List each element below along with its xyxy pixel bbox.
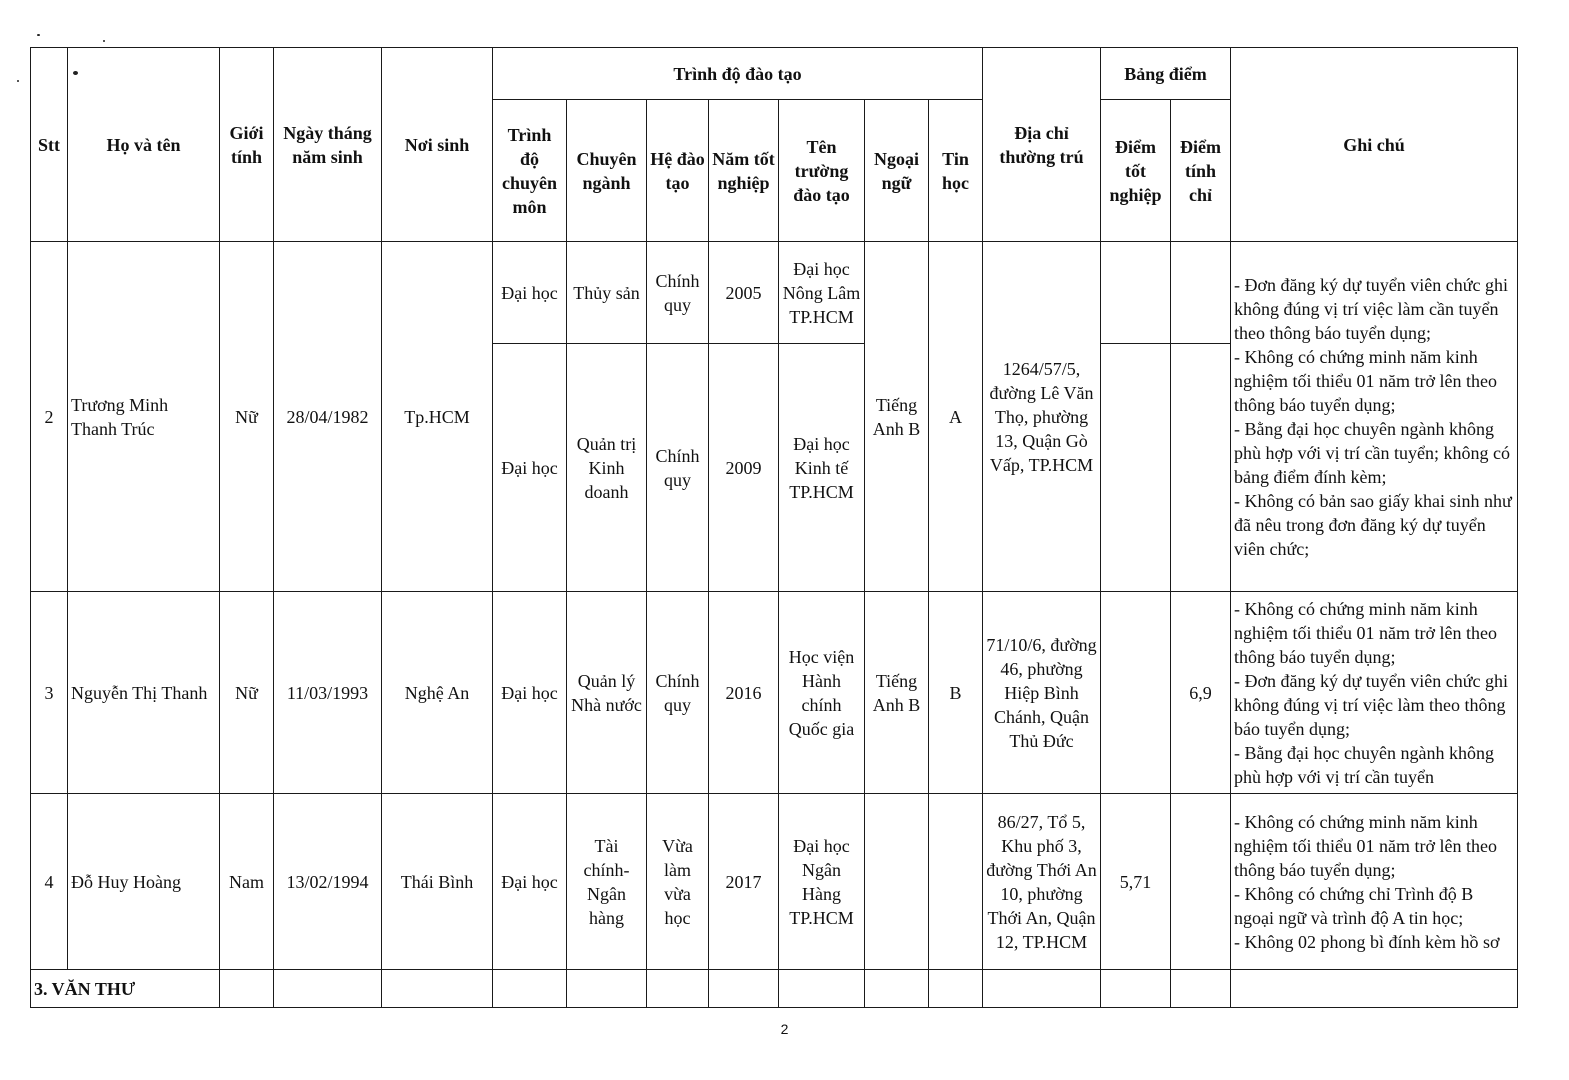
cell-diem-tinh-chi xyxy=(1171,242,1231,344)
cell-stt: 3 xyxy=(31,592,68,794)
cell-dia-chi: 1264/57/5, đường Lê Văn Thọ, phường 13, Quận Gò Vấp, TP.HCM xyxy=(983,242,1101,592)
cell-trinh-do: Đại học xyxy=(493,592,567,794)
cell-dia-chi: 71/10/6, đường 46, phường Hiệp Bình Chánh, Quận Thủ Đức xyxy=(983,592,1101,794)
header-trinh-do-cm: Trình độ chuyên môn xyxy=(493,100,567,242)
header-nam-tot-nghiep: Năm tốt nghiệp xyxy=(709,100,779,242)
cell-ho-ten: Đỗ Huy Hoàng xyxy=(68,794,220,970)
header-dia-chi: Địa chỉ thường trú xyxy=(983,48,1101,242)
cell-stt: 2 xyxy=(31,242,68,592)
note-line: - Bằng đại học chuyên ngành không phù hợp với vị trí cần tuyển; không có bảng điểm đính kèm; xyxy=(1234,418,1511,487)
cell-ten-truong: Đại học Nông Lâm TP.HCM xyxy=(779,242,865,344)
candidate-table xyxy=(30,47,1518,1008)
note-line: - Đơn đăng ký dự tuyển viên chức ghi không đúng vị trí việc làm theo thông báo tuyển dụng; xyxy=(1234,670,1509,739)
table-row xyxy=(31,794,1518,970)
empty-cell xyxy=(493,970,567,1008)
cell-ngoai-ngu: Tiếng Anh B xyxy=(865,592,929,794)
header-ngoai-ngu: Ngoại ngữ xyxy=(865,100,929,242)
section-row xyxy=(31,970,1518,1008)
cell-gioi-tinh: Nữ xyxy=(220,242,274,592)
page-number: 2 xyxy=(780,1021,789,1037)
header-ghi-chu: Ghi chú xyxy=(1231,48,1518,242)
empty-cell xyxy=(220,970,274,1008)
empty-cell xyxy=(779,970,865,1008)
cell-ngay-sinh: 28/04/1982 xyxy=(274,242,382,592)
cell-he-dao-tao: Chính quy xyxy=(647,344,709,592)
cell-he-dao-tao: Chính quy xyxy=(647,592,709,794)
header-diem-tot-nghiep: Điểm tốt nghiệp xyxy=(1101,100,1171,242)
cell-tin-hoc xyxy=(929,794,983,970)
cell-ghi-chu xyxy=(1231,794,1518,970)
header-gioi-tinh: Giới tính xyxy=(220,48,274,242)
header-diem-tinh-chi: Điểm tính chỉ xyxy=(1171,100,1231,242)
scan-speck xyxy=(103,40,105,42)
cell-ho-ten: Nguyễn Thị Thanh xyxy=(68,592,220,794)
cell-noi-sinh: Thái Bình xyxy=(382,794,493,970)
empty-cell xyxy=(929,970,983,1008)
empty-cell xyxy=(865,970,929,1008)
cell-ten-truong: Học viện Hành chính Quốc gia xyxy=(779,592,865,794)
note-line: - Đơn đăng ký dự tuyển viên chức ghi không đúng vị trí việc làm cần tuyển theo thông báo tuyển dụng; xyxy=(1234,274,1509,343)
cell-chuyen-nganh: Thủy sản xyxy=(567,242,647,344)
cell-nam-tot-nghiep: 2017 xyxy=(709,794,779,970)
note-line: - Không có chứng minh năm kinh nghiệm tối thiểu 01 năm trở lên theo thông báo tuyển dụng; xyxy=(1234,346,1497,415)
cell-diem-tot-nghiep xyxy=(1101,242,1171,344)
cell-chuyen-nganh: Tài chính-Ngân hàng xyxy=(567,794,647,970)
header-bang-diem-group: Bảng điểm xyxy=(1101,48,1231,100)
cell-diem-tot-nghiep xyxy=(1101,344,1171,592)
cell-tin-hoc: B xyxy=(929,592,983,794)
cell-ngay-sinh: 11/03/1993 xyxy=(274,592,382,794)
cell-gioi-tinh: Nữ xyxy=(220,592,274,794)
cell-ten-truong: Đại học Ngân Hàng TP.HCM xyxy=(779,794,865,970)
empty-cell xyxy=(274,970,382,1008)
cell-diem-tot-nghiep: 5,71 xyxy=(1101,794,1171,970)
cell-ten-truong: Đại học Kinh tế TP.HCM xyxy=(779,344,865,592)
table-row xyxy=(31,592,1518,794)
note-line: - Không 02 phong bì đính kèm hồ sơ xyxy=(1234,931,1500,952)
note-line: - Không có bản sao giấy khai sinh như đã nêu trong đơn đăng ký dự tuyển viên chức; xyxy=(1234,490,1512,559)
cell-ngoai-ngu xyxy=(865,794,929,970)
cell-chuyen-nganh: Quản trị Kinh doanh xyxy=(567,344,647,592)
header-ngay-sinh: Ngày tháng năm sinh xyxy=(274,48,382,242)
header-chuyen-nganh: Chuyên ngành xyxy=(567,100,647,242)
header-stt: Stt xyxy=(31,48,68,242)
cell-ngay-sinh: 13/02/1994 xyxy=(274,794,382,970)
cell-diem-tinh-chi xyxy=(1171,344,1231,592)
cell-gioi-tinh: Nam xyxy=(220,794,274,970)
cell-he-dao-tao: Chính quy xyxy=(647,242,709,344)
header-trinh-do-group: Trình độ đào tạo xyxy=(493,48,983,100)
note-line: - Không có chứng minh năm kinh nghiệm tối thiểu 01 năm trở lên theo thông báo tuyển dụng; xyxy=(1234,811,1497,880)
cell-noi-sinh: Tp.HCM xyxy=(382,242,493,592)
empty-cell xyxy=(1171,970,1231,1008)
cell-chuyen-nganh: Quản lý Nhà nước xyxy=(567,592,647,794)
table-row xyxy=(31,242,1518,344)
cell-trinh-do: Đại học xyxy=(493,242,567,344)
header-ho-ten: Họ và tên xyxy=(68,48,220,242)
cell-ghi-chu xyxy=(1231,592,1518,794)
empty-cell xyxy=(983,970,1101,1008)
cell-diem-tinh-chi: 6,9 xyxy=(1171,592,1231,794)
scan-speck xyxy=(37,34,40,36)
cell-dia-chi: 86/27, Tổ 5, Khu phố 3, đường Thới An 10, phường Thới An, Quận 12, TP.HCM xyxy=(983,794,1101,970)
cell-nam-tot-nghiep: 2009 xyxy=(709,344,779,592)
cell-nam-tot-nghiep: 2016 xyxy=(709,592,779,794)
cell-tin-hoc: A xyxy=(929,242,983,592)
cell-ngoai-ngu: Tiếng Anh B xyxy=(865,242,929,592)
cell-stt: 4 xyxy=(31,794,68,970)
header-tin-hoc: Tin học xyxy=(929,100,983,242)
header-noi-sinh: Nơi sinh xyxy=(382,48,493,242)
cell-ho-ten: Trương Minh Thanh Trúc xyxy=(68,242,220,592)
note-line: - Không có chứng chỉ Trình độ B ngoại ngữ và trình độ A tin học; xyxy=(1234,883,1474,928)
header-he-dao-tao: Hệ đào tạo xyxy=(647,100,709,242)
cell-noi-sinh: Nghệ An xyxy=(382,592,493,794)
empty-cell xyxy=(1101,970,1171,1008)
note-line: - Không có chứng minh năm kinh nghiệm tối thiểu 01 năm trở lên theo thông báo tuyển dụng; xyxy=(1234,598,1497,667)
empty-cell xyxy=(382,970,493,1008)
section-label: 3. VĂN THƯ xyxy=(31,970,220,1008)
scan-speck xyxy=(17,80,19,82)
cell-ghi-chu xyxy=(1231,242,1518,592)
cell-diem-tot-nghiep xyxy=(1101,592,1171,794)
cell-nam-tot-nghiep: 2005 xyxy=(709,242,779,344)
cell-he-dao-tao: Vừa làm vừa học xyxy=(647,794,709,970)
cell-trinh-do: Đại học xyxy=(493,344,567,592)
empty-cell xyxy=(1231,970,1518,1008)
cell-trinh-do: Đại học xyxy=(493,794,567,970)
empty-cell xyxy=(709,970,779,1008)
empty-cell xyxy=(567,970,647,1008)
header-ten-truong: Tên trường đào tạo xyxy=(779,100,865,242)
empty-cell xyxy=(647,970,709,1008)
note-line: - Bằng đại học chuyên ngành không phù hợp với vị trí cần tuyển xyxy=(1234,742,1494,787)
cell-diem-tinh-chi xyxy=(1171,794,1231,970)
